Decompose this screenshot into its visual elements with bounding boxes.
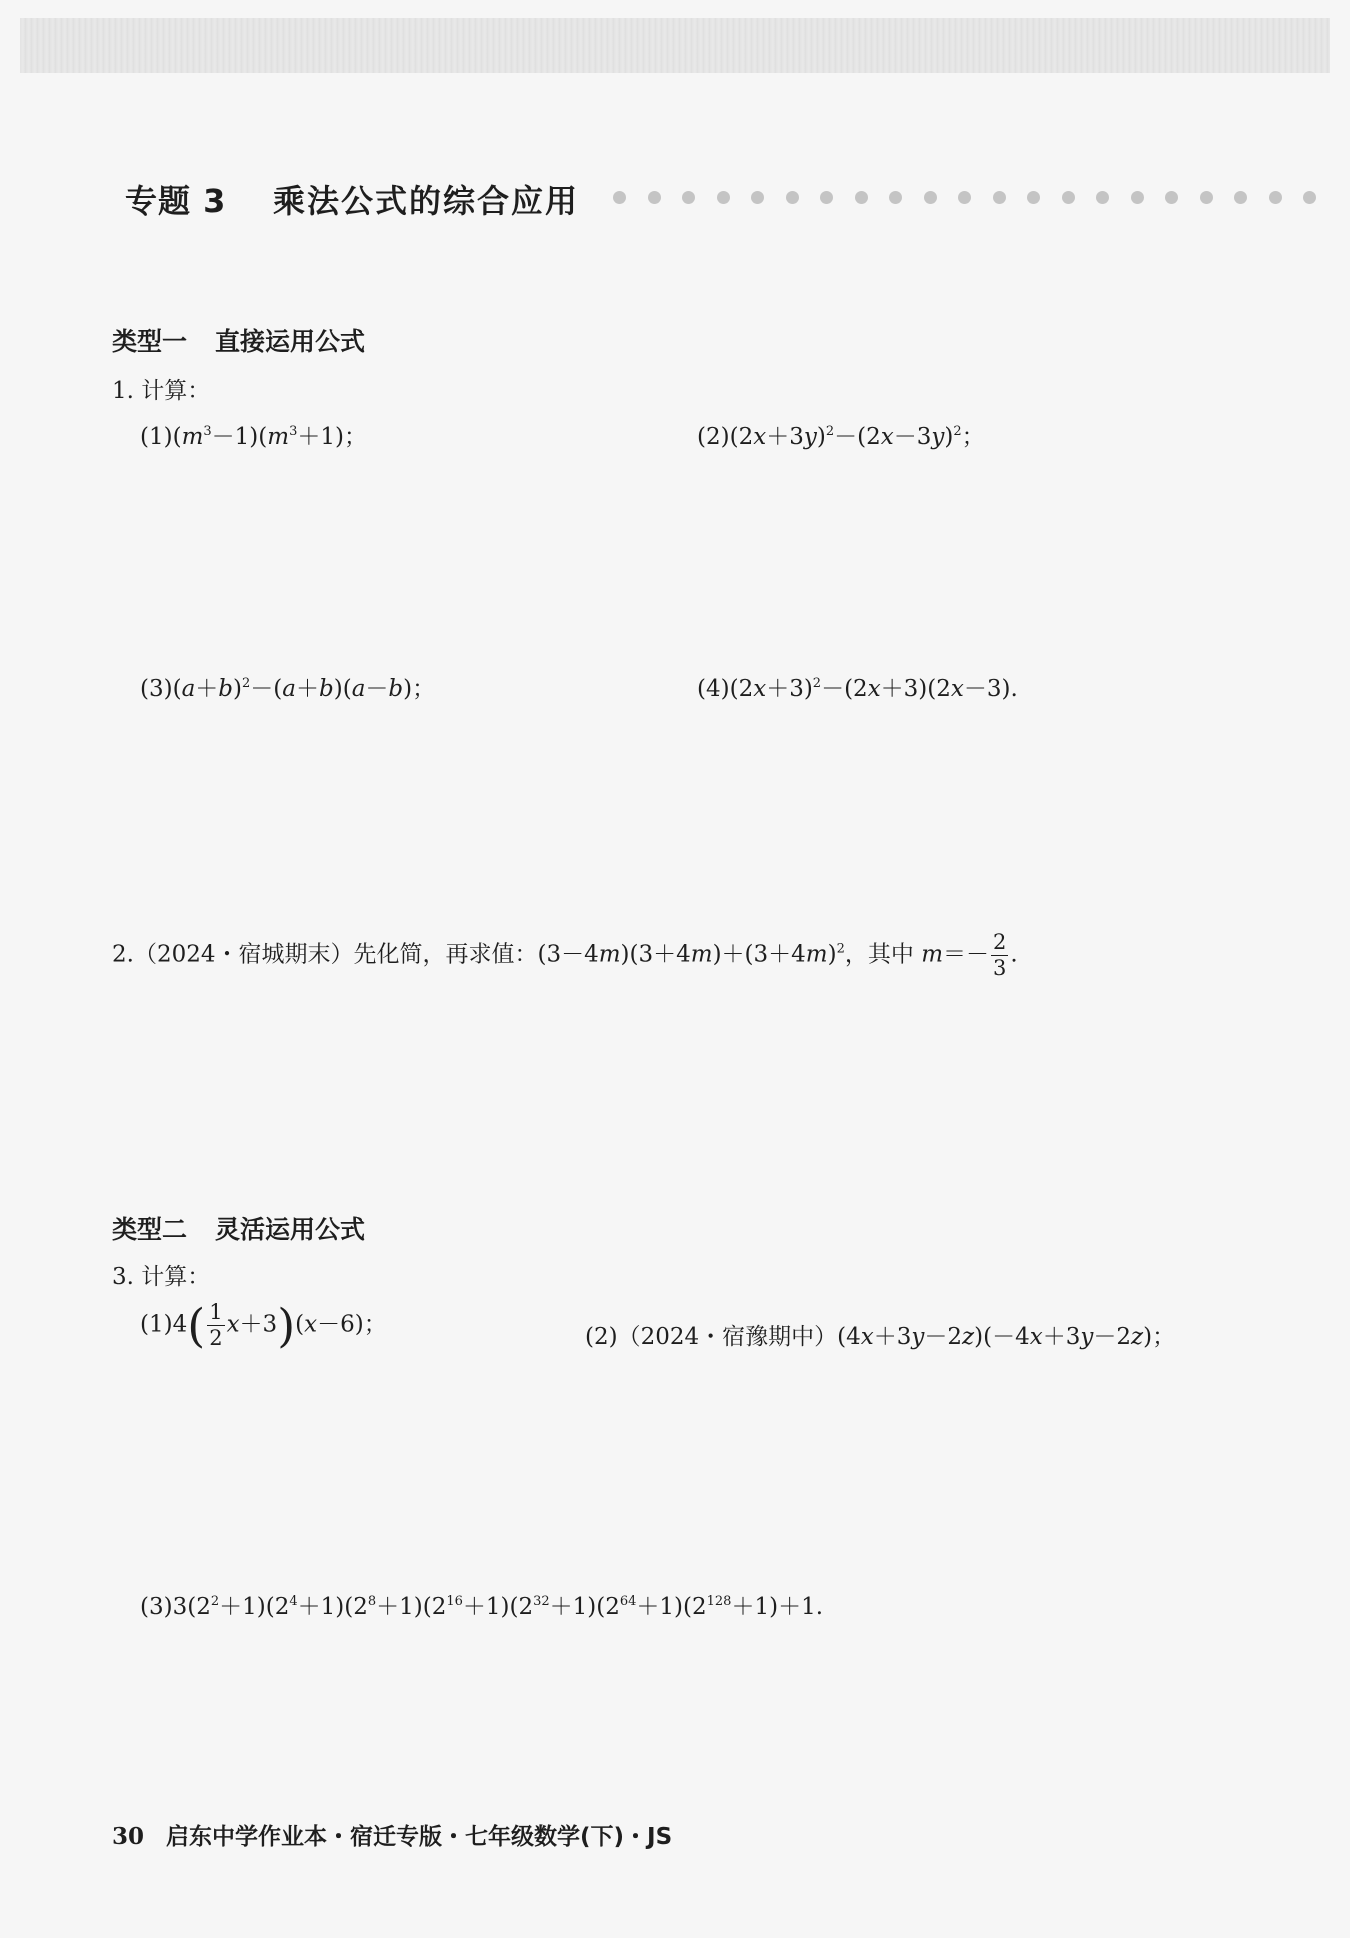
decorative-dot bbox=[1303, 191, 1316, 204]
question-3-part-3: $(3)3(2^2+1)(2^4+1)(2^8+1)(2^{16}+1)(2^{32}+1)(2^{64}+1)(2^{128}+1)+1$. bbox=[140, 1593, 824, 1620]
fraction: $\frac{2}{3}$ bbox=[993, 930, 1007, 980]
section-label: 类型二 bbox=[112, 1215, 188, 1244]
section-title: 直接运用公式 bbox=[215, 327, 366, 356]
question-1-stem: 1. 计算： bbox=[112, 378, 211, 404]
section-heading-2 bbox=[112, 1210, 365, 1246]
decorative-dot bbox=[889, 191, 902, 204]
part-number: (4) bbox=[697, 676, 730, 702]
question-1-part-3: $(3)(a+b)^2-(a+b)(a-b)$； bbox=[140, 675, 436, 702]
part-number: (2) bbox=[697, 424, 730, 450]
decorative-dot bbox=[751, 191, 764, 204]
scan-top-band bbox=[20, 18, 1330, 73]
question-2-prefix: 2.（2024・宿城期末）先化简，再求值： bbox=[112, 941, 538, 968]
question-1-part-1: $(1)(m^3-1)(m^3+1)$； bbox=[140, 423, 367, 450]
decorative-dot bbox=[1096, 191, 1109, 204]
decorative-dot bbox=[1027, 191, 1040, 204]
decorative-dot bbox=[1200, 191, 1213, 204]
decorative-dot bbox=[820, 191, 833, 204]
page-footer bbox=[112, 1818, 672, 1851]
book-title: 启东中学作业本・宿迁专版・七年级数学(下)・JS bbox=[166, 1824, 673, 1850]
decorative-dot bbox=[613, 191, 626, 204]
decorative-dot bbox=[1269, 191, 1282, 204]
question-1-part-2: $(2)(2x+3y)^2-(2x-3y)^2$； bbox=[697, 423, 985, 450]
question-3-stem: 3. 计算： bbox=[112, 1264, 211, 1290]
question-3-part-2: (2)（2024・宿豫期中）(4x＋3y－2z)(－4x＋3y－2z)； bbox=[585, 1324, 1176, 1350]
decorative-dot bbox=[682, 191, 695, 204]
decorative-dot bbox=[717, 191, 730, 204]
decorative-dot bbox=[924, 191, 937, 204]
decorative-dot-row bbox=[613, 191, 1330, 207]
decorative-dot bbox=[958, 191, 971, 204]
part-number: (3) bbox=[140, 1594, 173, 1620]
decorative-dot bbox=[855, 191, 868, 204]
question-2-tail: ，其中 bbox=[844, 941, 922, 968]
page-number: 30 bbox=[112, 1823, 145, 1850]
question-3-part-1: (1)4( $\frac{1}{2}$ x＋3)(x－6)； bbox=[140, 1298, 387, 1353]
question-2: 2.（2024・宿城期末）先化简，再求值：$(3-4m)(3+4m)+(3+4m)^2$，其中 m＝－ $\frac{2}{3}$ . bbox=[112, 930, 1018, 980]
topic-label: 专题 3 bbox=[125, 182, 227, 220]
decorative-dot bbox=[1165, 191, 1178, 204]
decorative-dot bbox=[1131, 191, 1144, 204]
section-heading-1 bbox=[112, 322, 365, 358]
decorative-dot bbox=[1234, 191, 1247, 204]
part-number: (1) bbox=[140, 1311, 173, 1338]
decorative-dot bbox=[1062, 191, 1075, 204]
section-label: 类型一 bbox=[112, 327, 188, 356]
fraction: $\frac{1}{2}$ bbox=[209, 1300, 223, 1350]
question-1-part-4: $(4)(2x+3)^2-(2x+3)(2x-3)$. bbox=[697, 675, 1018, 702]
decorative-dot bbox=[993, 191, 1006, 204]
part-number: (2)（2024・宿豫期中） bbox=[585, 1324, 838, 1350]
decorative-dot bbox=[648, 191, 661, 204]
section-title: 灵活运用公式 bbox=[215, 1215, 366, 1244]
topic-title: 乘法公式的综合应用 bbox=[273, 182, 580, 220]
decorative-dot bbox=[786, 191, 799, 204]
part-number: (1) bbox=[140, 424, 173, 450]
part-number: (3) bbox=[140, 676, 173, 702]
topic-header bbox=[125, 176, 1330, 224]
